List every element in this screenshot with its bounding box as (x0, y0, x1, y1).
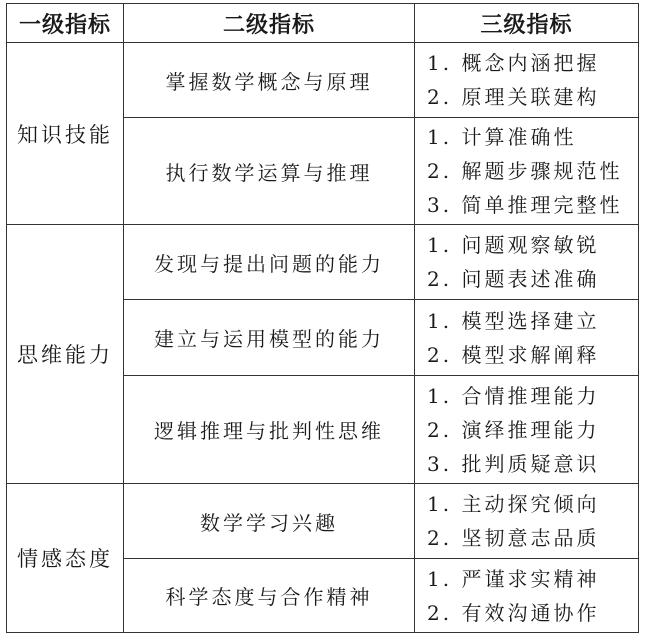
level3-item: 1. 问题观察敏锐 (427, 233, 600, 257)
level2-cell: 建立与运用模型的能力 (124, 300, 415, 376)
level1-cell: 思维能力 (7, 225, 124, 484)
indicator-table-container (6, 3, 638, 631)
level2-cell: 执行数学运算与推理 (124, 118, 415, 225)
header-level1: 一级指标 (7, 4, 124, 43)
level3-item: 2. 模型求解阐释 (427, 342, 600, 367)
level3-cell (415, 559, 639, 633)
level2-cell: 掌握数学概念与原理 (124, 43, 415, 118)
table-row (7, 43, 639, 118)
level3-item: 2. 坚韧意志品质 (427, 526, 600, 550)
level3-cell (415, 376, 639, 484)
level2-cell: 数学学习兴趣 (124, 484, 415, 559)
indicator-table (6, 3, 639, 633)
level3-item: 1. 主动探究倾向 (427, 492, 600, 516)
level3-item: 1. 概念内涵把握 (427, 51, 600, 75)
level3-item: 3. 批判质疑意识 (427, 451, 600, 476)
level3-cell (415, 225, 639, 300)
level3-cell (415, 300, 639, 376)
level3-item: 1. 合情推理能力 (427, 383, 600, 408)
header-row (7, 4, 639, 43)
level3-item: 3. 简单推理完整性 (427, 193, 623, 217)
header-level2: 二级指标 (124, 4, 415, 43)
header-level3: 三级指标 (415, 4, 639, 43)
level3-item: 2. 解题步骤规范性 (427, 159, 623, 183)
level3-item: 2. 问题表述准确 (427, 267, 600, 291)
level1-cell: 知识技能 (7, 43, 124, 225)
level2-cell: 逻辑推理与批判性思维 (124, 376, 415, 484)
level3-item: 1. 严谨求实精神 (427, 566, 600, 591)
level3-cell (415, 118, 639, 225)
table-row (7, 225, 639, 300)
level3-cell (415, 43, 639, 118)
table-row (7, 484, 639, 559)
level1-cell: 情感态度 (7, 484, 124, 633)
level2-cell: 发现与提出问题的能力 (124, 225, 415, 300)
level3-item: 2. 有效沟通协作 (427, 600, 600, 625)
level3-item: 2. 原理关联建构 (427, 85, 600, 109)
level3-item: 1. 计算准确性 (427, 125, 577, 149)
level3-item: 1. 模型选择建立 (427, 308, 600, 333)
level3-item: 2. 演绎推理能力 (427, 417, 600, 442)
level2-cell: 科学态度与合作精神 (124, 559, 415, 633)
level3-cell (415, 484, 639, 559)
